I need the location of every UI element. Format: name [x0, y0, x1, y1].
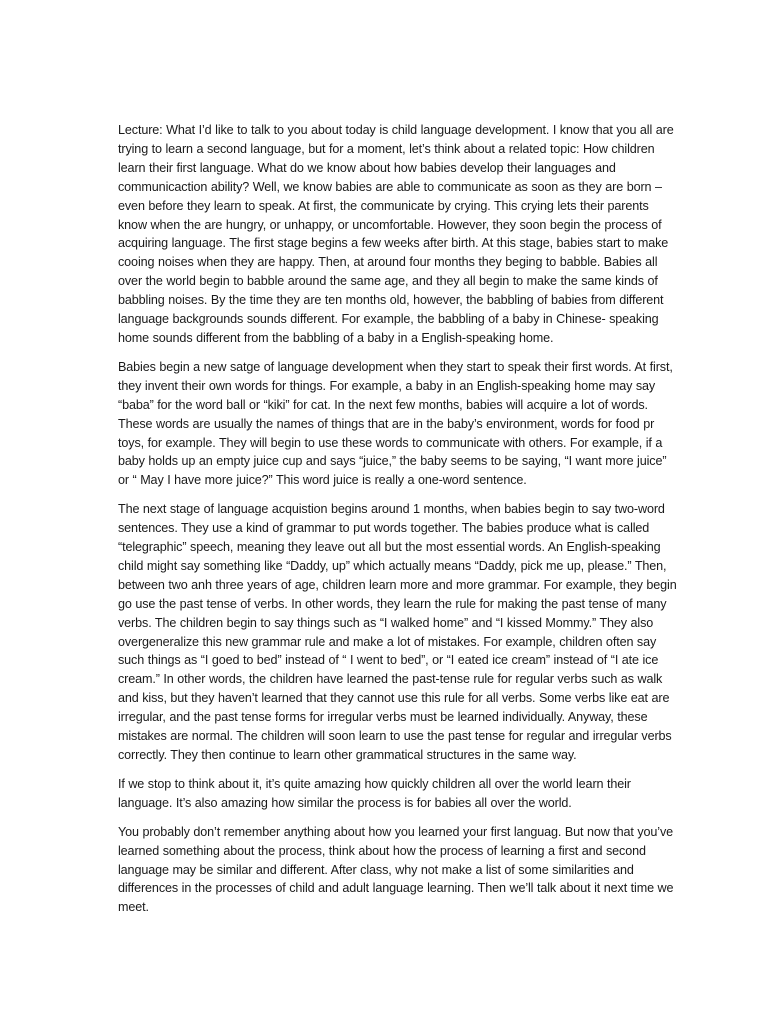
paragraph-conclusion: You probably don’t remember anything about how you learned your first languag. But now that you’ve learned something about the process, think about how the process of learning a first and second language may be similar and different. After class, why not make a list of some similarities and differences in the processes of child and adult language learning. Then we’ll talk about it next time we meet. — [118, 824, 674, 915]
paragraph-amazing: If we stop to think about it, it’s quite amazing how quickly children all over the world learn their language. It’s also amazing how similar the process is for babies all over the world. — [118, 776, 631, 810]
paragraph-two-word-stage: The next stage of language acquistion begins around 1 months, when babies begin to say two-word sentences. They use a kind of grammar to put words together. The babies produce what is called “telegraphic” speech, meaning they leave out all but the most essential words. An English-speaking child might say something like “Daddy, up” which actually means “Daddy, pick me up, please.” Then, between two anh three years of age, children learn more and more grammar. For example, they begin go use the past tense of verbs. In other words, they learn the rule for making the past tense of many verbs. The children begin to say things such as “I walked home” and “I kissed Mommy.” They also overgeneralize this new grammar rule and make a lot of mistakes. For example, children often say such things as “I goed to bed” instead of “ I went to bed”, or “I eated ice cream” instead of “I ate ice cream.” In other words, the children have learned the past-tense rule for regular verbs such as walk and kiss, but they haven’t learned that they cannot use this rule for all verbs. Some verbs like eat are irregular, and the past tense forms for irregular verbs must be learned individually. Anyway, these mistakes are normal. The children will soon learn to use the past tense for regular and irregular verbs correctly. They then continue to learn other grammatical structures in the same way. — [118, 502, 677, 762]
document-page — [118, 121, 678, 927]
paragraph-intro: Lecture: What I’d like to talk to you about today is child language development. I know that you all are trying to learn a second language, but for a moment, let’s think about a related topic: How children learn their first language. What do we know about how babies develop their languages and communicaction ability? Well, we know babies are able to communicate as soon as they are born – even before they learn to speak. At first, the communicate by crying. This crying lets their parents know when the are hungry, or unhappy, or uncomfortable. However, they soon begin the process of acquiring language. The first stage begins a few weeks after birth. At this stage, babies start to make cooing noises when they are happy. Then, at around four months they beging to babble. Babies all over the world begin to babble around the same age, and they all begin to make the same kinds of babbling noises. By the time they are ten months old, however, the babbling of babies from different language backgrounds sounds different. For example, the babbling of a baby in Chinese- speaking home sounds different from the babbling of a baby in a English-speaking home. — [118, 123, 674, 345]
paragraph-first-words: Babies begin a new satge of language development when they start to speak their first words. At first, they invent their own words for things. For example, a baby in an English-speaking home may say “baba” for the word ball or “kiki” for cat. In the next few months, babies will acquire a lot of words. These words are usually the names of things that are in the baby’s environment, words for food pr toys, for example. They will begin to use these words to communicate with others. For example, if a baby holds up an empty juice cup and says “juice,” the baby seems to be saying, “I want more juice” or “ May I have more juice?” This word juice is really a one-word sentence. — [118, 359, 673, 488]
